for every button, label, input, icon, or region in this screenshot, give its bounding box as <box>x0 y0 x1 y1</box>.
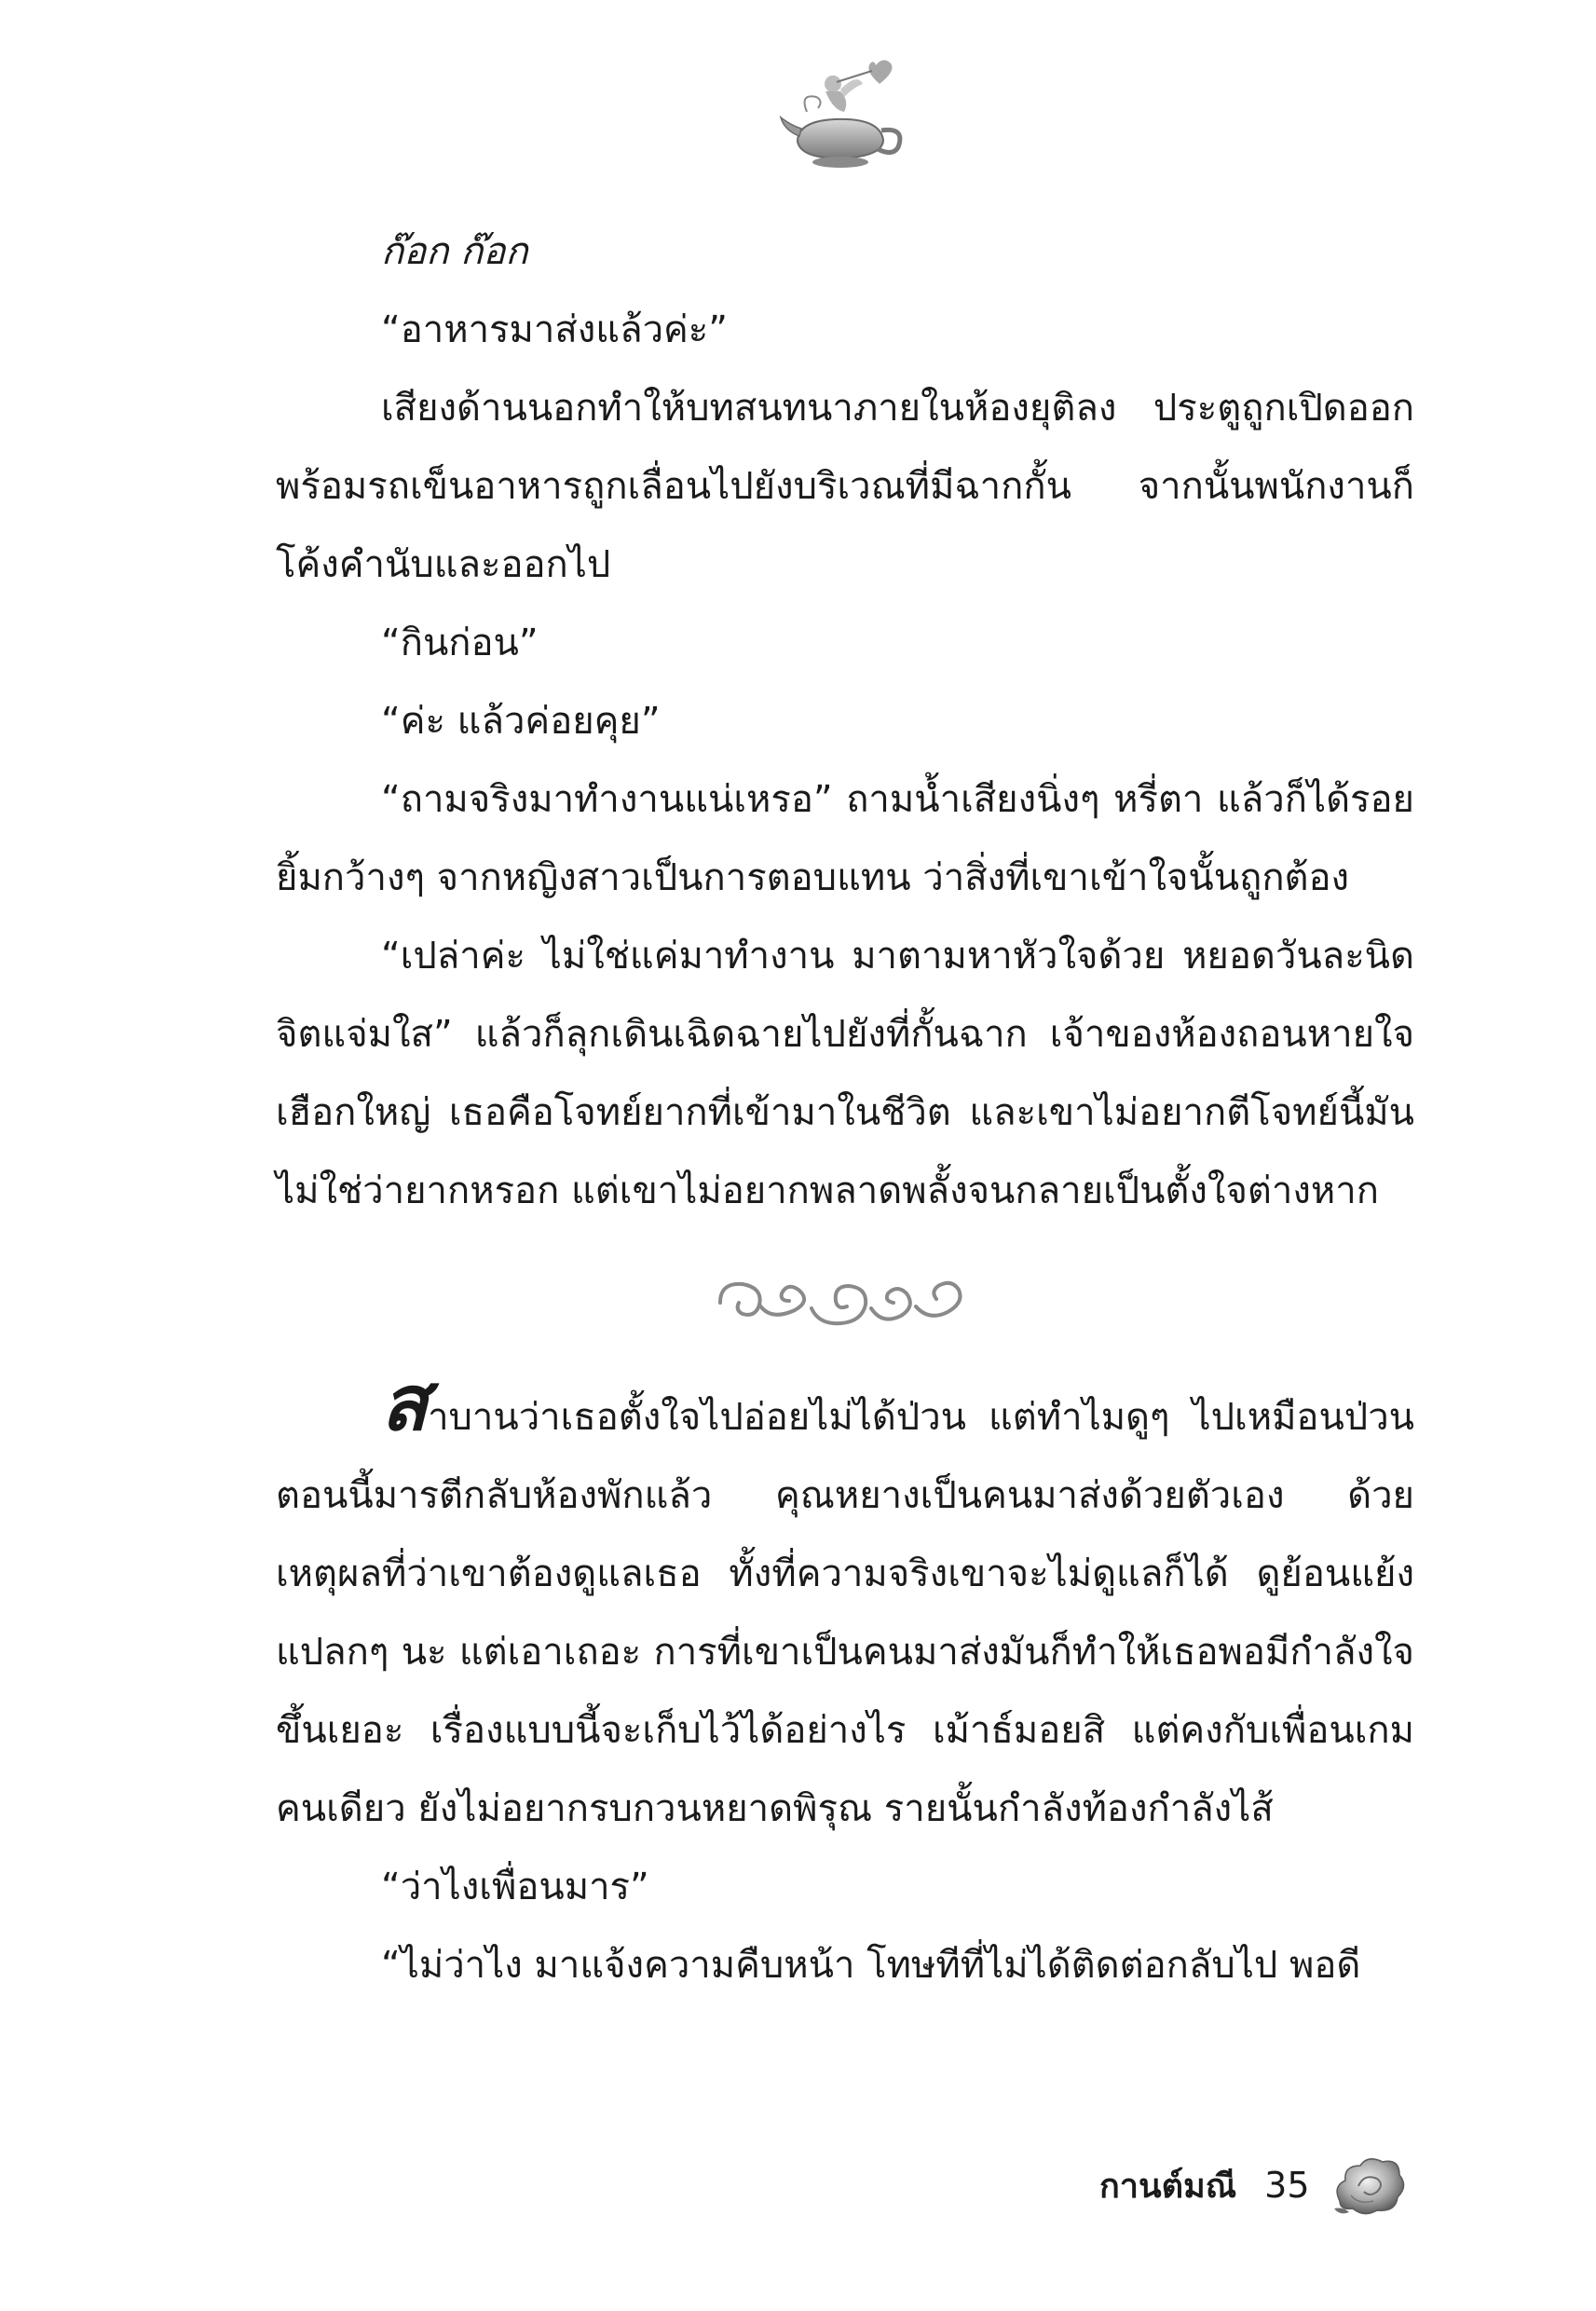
paragraph: “กินก่อน” <box>381 622 539 664</box>
page-body <box>276 212 1414 2004</box>
drop-cap-letter: ส <box>381 1360 429 1448</box>
paragraph: ก๊อก ก๊อก <box>381 230 528 273</box>
page-number: 35 <box>1264 2165 1310 2206</box>
dropcap-paragraph <box>276 1360 1414 1848</box>
paragraph: “เปล่าค่ะ ไม่ใช่แค่มาทำงาน มาตามหาหัวใจด้วย หยอดวันละนิดจิตแจ่มใส” แล้วก็ลุกเดินเฉิดฉายไปยังที่กั้นฉาก เจ้าของห้องถอนหายใจเฮือกใหญ่ เธอคือโจทย์ยากที่เข้ามาในชีวิต และเขาไม่อยากตีโจทย์นี้มันไม่ใช่ว่ายากหรอก แต่เขาไม่อยากพลาดพลั้งจนกลายเป็นตั้งใจต่างหาก <box>276 935 1414 1212</box>
paragraph: “ถามจริงมาทำงานแน่เหรอ” ถามน้ำเสียงนิ่งๆ หรี่ตา แล้วก็ได้รอยยิ้มกว้างๆ จากหญิงสาวเป็นการตอบแทน ว่าสิ่งที่เขาเข้าใจนั้นถูกต้อง <box>276 778 1414 899</box>
paragraph: “ไม่ว่าไง มาแจ้งความคืบหน้า โทษทีที่ไม่ได้ติดต่อกลับไป พอดี <box>381 1944 1361 1987</box>
paragraph-text: าบานว่าเธอตั้งใจไปอ่อยไม่ได้ป่วน แต่ทำไมดูๆ ไปเหมือนป่วนตอนนี้มารตีกลับห้องพักแล้ว คุณหยางเป็นคนมาส่งด้วยตัวเอง ด้วยเหตุผลที่ว่าเขาต้องดูแลเธอ ทั้งที่ความจริงเขาจะไม่ดูแลก็ได้ ดูย้อนแย้งแปลกๆ นะ แต่เอาเถอะ การที่เขาเป็นคนมาส่งมันก็ทำให้เธอพอมีกำลังใจขึ้นเยอะ เรื่องแบบนี้จะเก็บไว้ได้อย่างไร เม้าธ์มอยสิ แต่คงกับเพื่อนเกมคนเดียว ยังไม่อยากรบกวนหยาดพิรุณ รายนั้นกำลังท้องกำลังไส้ <box>276 1396 1414 1830</box>
book-title: กานต์มณี <box>1099 2167 1237 2206</box>
paragraph: “ว่าไงเพื่อนมาร” <box>381 1866 649 1908</box>
paragraph: “ค่ะ แล้วค่อยคุย” <box>381 700 661 743</box>
swirl-ornament-icon <box>702 1264 981 1338</box>
paragraph: เสียงด้านนอกทำให้บทสนทนาภายในห้องยุติลง ประตูถูกเปิดออก พร้อมรถเข็นอาหารถูกเลื่อนไปยังบริเวณที่มีฉากกั้น จากนั้นพนักงานก็โค้งคำนับและออกไป <box>276 387 1414 586</box>
paragraph: “อาหารมาส่งแล้วค่ะ” <box>381 308 729 351</box>
cupid-teapot-ornament-icon <box>779 56 909 177</box>
page-footer <box>1099 2153 1407 2218</box>
rose-icon <box>1330 2153 1407 2218</box>
